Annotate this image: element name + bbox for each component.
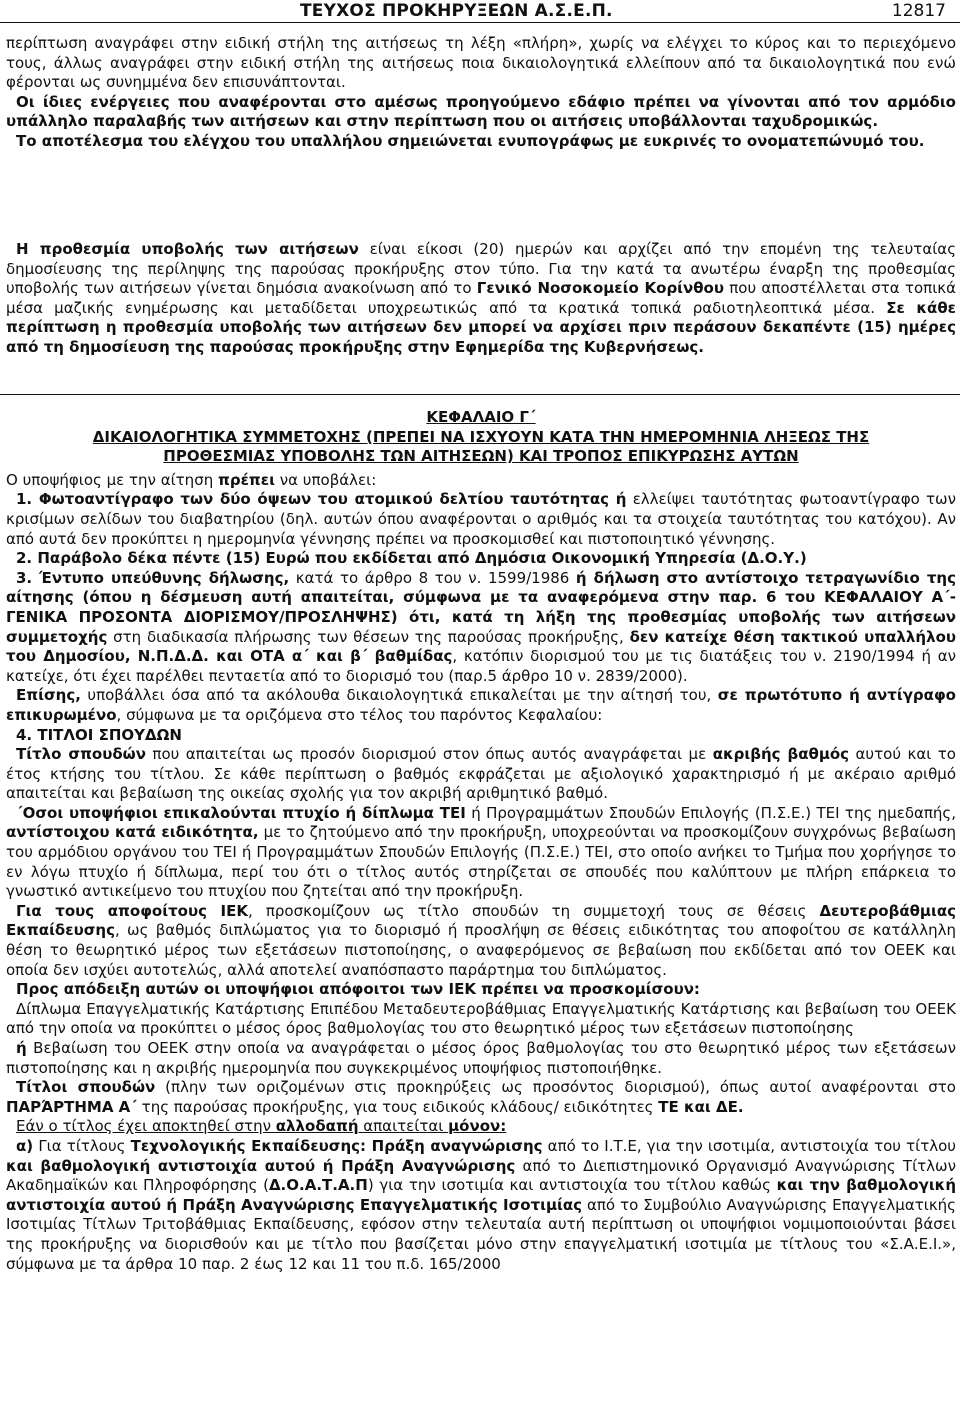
paragraph-degree: Τίτλο σπουδών που απαιτείται ως προσόν διορισμού στον όπως αυτός αναγράφεται με ακριβής βαθμός αυτού και το έτος κτήσης του τίτλου. Σε κάθε περίπτωση ο βαθμός εκφράζεται με αξιολογικό χαρακτηρισμό ή με ακέραιο αριθμό απαιτείται και βεβαίωση της οικείας σχολής για τον ακριβή αριθμητικό βαθμό. (6, 745, 956, 803)
paragraph-foreign: Εάν ο τίτλος έχει αποκτηθεί στην αλλοδαπή απαιτείται μόνον: (16, 1117, 507, 1136)
item-4-heading: 4. ΤΙΤΛΟΙ ΣΠΟΥΔΩΝ (16, 725, 182, 744)
paragraph-titles: Τίτλοι σπουδών (πλην των οριζομένων στις προκηρύξεις ως προσόντος διορισμού), όπως αυτοί αναφέρονται στο ΠΑΡΆΡΤΗΜΑ Α΄ της παρούσας προκήρυξης, για τους ειδικούς κλάδους/ ειδικότητες ΤΕ και ΔΕ. (6, 1078, 956, 1116)
item-2: 2. Παράβολο δέκα πέντε (15) Ευρώ που εκδίδεται από Δημόσια Οικονομική Υπηρεσία (Δ.Ο.Υ.) (16, 549, 807, 568)
paragraph-also: Επίσης, υποβάλλει όσα από τα ακόλουθα δικαιολογητικά επικαλείται με την αίτησή του, σε πρωτότυπο ή αντίγραφο επικυρωμένο, σύμφωνα με τα οριζόμενα στο τέλος του παρόντος Κεφαλαίου: (6, 686, 956, 724)
page-header (0, 0, 960, 22)
paragraph-intro-3: Το αποτέλεσμα του ελέγχου του υπαλλήλου σημειώνεται ενυπογράφως με ευκρινές το ονοματεπώνυμό του. (16, 131, 925, 150)
chapter-heading (6, 408, 956, 467)
section-deadline (6, 240, 956, 358)
gazette-title: ΤΕΥΧΟΣ ΠΡΟΚΗΡΥΞΕΩΝ Α.Σ.Ε.Π. (300, 1, 613, 21)
section-separator (0, 394, 960, 395)
paragraph-intro-2: Οι ίδιες ενέργειες που αναφέρονται στο αμέσως προηγούμενο εδάφιο πρέπει να γίνονται από τον αρμόδιο υπάλληλο παραλαβής των αιτήσεων και στην περίπτωση που οι αιτήσεις υποβάλλονται ταχυδρομικώς. (6, 92, 956, 131)
chapter-heading-line-2: ΠΡΟΘΕΣΜΙΑΣ ΥΠΟΒΟΛΗΣ ΤΩΝ ΑΙΤΗΣΕΩΝ) ΚΑΙ ΤΡΟΠΟΣ ΕΠΙΚΥΡΩΣΗΣ ΑΥΤΩΝ (163, 447, 799, 466)
section-intro (6, 34, 956, 152)
paragraph-tei: ΄Οσοι υποψήφιοι επικαλούνται πτυχίο ή δίπλωμα ΤΕΙ ή Προγραμμάτων Σπουδών Επιλογής (Π.Σ.Ε.) ΤΕΙ της ημεδαπής, αντίστοιχου κατά ειδικότητα, με το ζητούμενο από την προκήρυξη, υποχρεούνται να προσκομίζουν συγχρόνως βεβαίωση του αρμόδιου οργάνου του ΤΕΙ ή Προγραμμάτων Σπουδών Επιλογής (Π.Σ.Ε.) ΤΕΙ, στο οποίο ανήκει το Τμήμα που χορήγησε το εν λόγω πτυχίο ή δίπλωμα, περί του ότι ο τίτλος αυτός στηρίζεται σε σπουδές που καλύπτουν με πλήρη επάρκεια το γνωστικό αντικείμενο του πτυχίου που ζητείται από την προκήρυξη. (6, 803, 957, 901)
chapter-title: ΚΕΦΑΛΑΙΟ Γ΄ (426, 408, 536, 426)
intro-line: Ο υποψήφιος με την αίτηση πρέπει να υποβάλει: (6, 470, 377, 489)
item-3: 3. Έντυπο υπεύθυνης δήλωσης, κατά το άρθρο 8 του ν. 1599/1986 ή δήλωση στο αντίστοιχο τετραγωνίδιο της αίτησης (όπου η δέσμευση αυτή απαιτείται, σύμφωνα με τα αναφερόμενα στην παρ. 6 του ΚΕΦΑΛΑΙΟΥ Α΄-ΓΕΝΙΚΑ ΠΡΟΣΟΝΤΑ ΔΙΟΡΙΣΜΟΥ/ΠΡΟΣΛΗΨΗΣ) ότι, κατά τη λήξη της προθεσμίας υποβολής των αιτήσεων συμμετοχής στη διαδικασία πλήρωσης των θέσεων της παρούσας προκήρυξης, δεν κατείχε θέση τακτικού υπαλλήλου του Δημοσίου, Ν.Π.Δ.Δ. και ΟΤΑ α΄ και β΄ βαθμίδας, κατόπιν διορισμού του με τις διατάξεις του ν. 2190/1994 ή αν κατείχε, ότι έχει παρέλθει πενταετία από το διορισμό του (παρ.5 άρθρο 10 ν. 2839/2000). (6, 568, 957, 685)
deadline-label: Η προθεσμία υποβολής των αιτήσεων (16, 240, 359, 258)
paragraph-certificate: ή Βεβαίωση του ΟΕΕΚ στην οποία να αναγράφεται ο μέσος όρος βαθμολογίας του στο θεωρητικό μέρος των εξετάσεων πιστοποίησης και η ακριβής ημερομηνία που συγκεκριμένος υποψήφιος πιστοποιήθηκε. (6, 1039, 956, 1077)
paragraph-iek: Για τους αποφοίτους ΙΕΚ, προσκομίζουν ως τίτλο σπουδών τη συμμετοχή τους σε θέσεις Δευτεροβάθμιας Εκπαίδευσης, ως βαθμός διπλώματος για το διορισμό ή προσλήψη σε θέσεις ειδικότητας του αποφοίτου σε κατάλληλη θέση το θεωρητικό μέρος των εξετάσεων πιστοποίησης, ο αναφερόμενος σε βεβαίωση που εκδίδεται από τον ΟΕΕΚ και οποία δεν ισχύει αυτοτελώς, αλλά αποτελεί αναπόσπαστο παράρτημα του διπλώματος. (6, 901, 957, 979)
chapter-heading-line-1: ΔΙΚΑΙΟΛΟΓΗΤΙΚΑ ΣΥΜΜΕΤΟΧΗΣ (ΠΡΕΠΕΙ ΝΑ ΙΣΧΥΟΥΝ ΚΑΤΑ ΤΗΝ ΗΜΕΡΟΜΗΝΙΑ ΛΗΞΕΩΣ ΤΗΣ (92, 427, 870, 446)
paragraph-foreign-a: α) Για τίτλους Τεχνολογικής Εκπαίδευσης: Πράξη αναγνώρισης από το Ι.Τ.Ε, για την ισοτιμία, αντιστοιχία του τίτλου και βαθμολογική αντιστοιχία αυτού ή Πράξη Αναγνώρισης από το Διεπιστημονικό Οργανισμό Αναγνώρισης Τίτλων Ακαδημαϊκών και Πληροφόρησης (Δ.Ο.Α.Τ.Α.Π) για την ισοτιμία και αντιστοιχία του τίτλου καθώς και την βαθμολογική αντιστοιχία αυτού ή Πράξη Αναγνώρισης Επαγγελματικής Ισοτιμίας από το Συμβούλιο Αναγνώρισης Επαγγελματικής Ισοτιμίας Τίτλων Τριτοβάθμιας Εκπαίδευσης, εφόσον στην τελευταία αυτή περίπτωση οι υποψήφιοι νομιμοποιούνται βάσει της προκήρυξης να διορισθούν και με τίτλο που βασίζεται μόνο στην επαγγελματική ισοτιμία με τίτλους του «Σ.Α.Ε.Ι.», σύμφωνα με τα άρθρα 10 παρ. 2 έως 12 και 11 του π.δ. 165/2000 (6, 1136, 956, 1273)
paragraph-diploma: Δίπλωμα Επαγγελματικής Κατάρτισης Επιπέδου Μεταδευτεροβάθμιας Επαγγελματικής Κατάρτισης και βεβαίωση του ΟΕΕΚ από την οποία να προκύπτει ο μέσος όρος βαθμολογίας του στο θεωρητικό μέρος των εξετάσεων πιστοποίησης (6, 999, 956, 1038)
header-rule (0, 22, 960, 23)
paragraph-iek-proof: Προς απόδειξη αυτών οι υποψήφιοι απόφοιτοι των ΙΕΚ πρέπει να προσκομίσουν: (16, 980, 700, 999)
hospital-name: Γενικό Νοσοκομείο Κορίνθου (476, 279, 724, 298)
chapter-c (6, 408, 956, 1274)
paragraph-intro-1: περίπτωση αναγράφει στην ειδική στήλη της αιτήσεως τη λέξη «πλήρη», χωρίς να ελέγχει το κύρος και το περιεχόμενο τους, άλλως αναγράφει στην ειδική στήλη της αιτήσεως ποια δικαιολογητικά ελλείπουν από τα δικαιολογητικά που ενώ φέρονται ως συνημμένα δεν επισυνάπτονται. (6, 34, 956, 92)
page-number: 12817 (891, 1, 946, 21)
item-1: 1. Φωτοαντίγραφο των δύο όψεων του ατομικού δελτίου ταυτότητας ή ελλείψει ταυτότητας φωτοαντίγραφο των κρισίμων σελίδων του διαβατηρίου (δηλ. αυτών όπου αναφέρονται ο αριθμός και τα στοιχεία ταυτότητας του κατόχου). Αν από αυτά δεν προκύπτει η ημερομηνία γέννησης πρέπει να προσκομισθεί και πιστοποιητικό γέννησης. (6, 490, 956, 548)
paragraph-deadline: Η προθεσμία υποβολής των αιτήσεων είναι είκοσι (20) ημερών και αρχίζει από την επομένη της τελευταίας δημοσίευσης της περίληψης της παρούσας προκήρυξης στον τύπο. Για την κατά τα ανωτέρω έναρξη της προθεσμίας υποβολής των αιτήσεων γίνεται δημόσια ανακοίνωση από το Γενικό Νοσοκομείο Κορίνθου που αποστέλλεται στα τοπικά μέσα μαζικής ενημέρωσης και μεταδίδεται υποχρεωτικώς από τα κρατικά τοπικά ραδιοτηλεοπτικά μέσα. Σε κάθε περίπτωση η προθεσμία υποβολής των αιτήσεων δεν μπορεί να αρχίσει πριν περάσουν δεκαπέντε (15) ημέρες από τη δημοσίευση της παρούσας προκήρυξης στην Εφημερίδα της Κυβερνήσεως. (6, 240, 956, 356)
